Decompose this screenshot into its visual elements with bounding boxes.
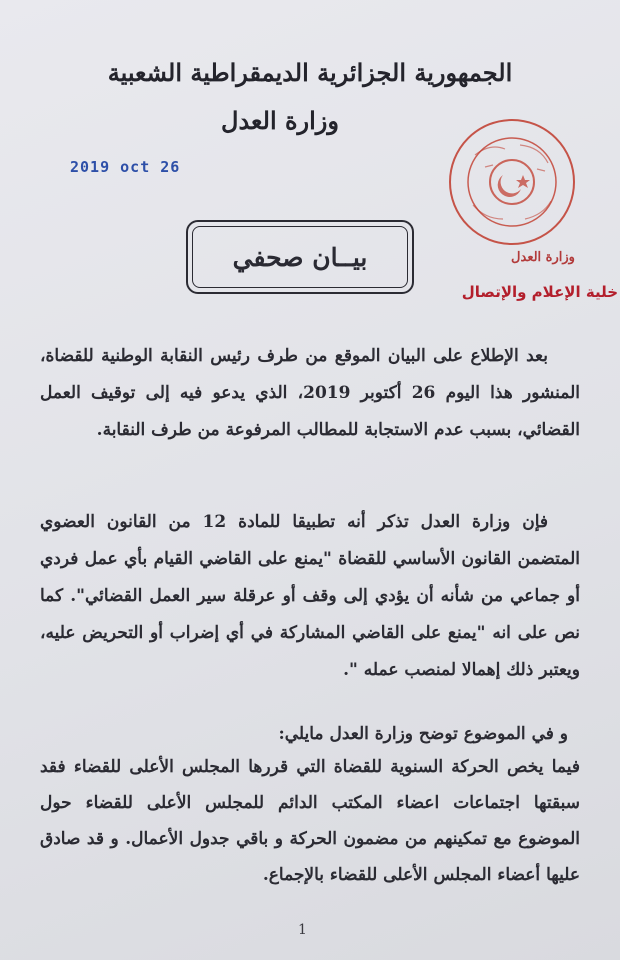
document-date-stamp: 2019 oct 26	[70, 158, 181, 176]
page-number: 1	[298, 922, 307, 938]
ministry-heading: وزارة العدل	[221, 106, 339, 135]
paragraph-2: فإن وزارة العدل تذكر أنه تطبيقا للمادة 12 من القانون العضوي المتضمن القانون الأساسي للقضاة "يمنع على القاضي القيام بأي عمل فردي أو جماعي من شأنه أن يؤدي إلى وقف أو عرقلة سير العمل القضائي". كما نص على انه "يمنع على القاضي المشاركة في أي إضراب أو التحريض عليه، ويعتبر ذلك إهمالا لمنصب عمله ".	[40, 512, 580, 680]
press-cell-label: خلية الإعلام والإتصال	[461, 283, 618, 301]
paragraph-4: فيما يخص الحركة السنوية للقضاة التي قررها المجلس الأعلى للقضاء فقد سبقتها اجتماعات اعضاء المكتب الدائم للمجلس الأعلى للقضاء حول الموضوع مع تمكينهم من مضمون الحركة و باقي جدول الأعمال. و قد صادق عليها أعضاء المجلس الأعلى للقضاء بالإجماع.	[40, 757, 581, 885]
paragraph-1: بعد الإطلاع على البيان الموقع من طرف رئيس النقابة الوطنية للقضاة، المنشور هذا اليوم 26 أكتوبر 2019، الذي يدعو فيه إلى توقيف العمل القضائي، بسبب عدم الاستجابة للمطالب المرفوعة من طرف النقابة.	[40, 346, 581, 440]
paragraph-3: و في الموضوع توضح وزارة العدل مايلي:	[278, 724, 568, 744]
title-frame	[186, 220, 414, 294]
republic-heading: الجمهورية الجزائرية الديمقراطية الشعبية	[107, 58, 513, 87]
seal-caption: وزارة العدل	[511, 250, 575, 265]
document-title: بيــان صحفي	[192, 226, 408, 288]
ministry-seal-icon	[445, 115, 580, 250]
